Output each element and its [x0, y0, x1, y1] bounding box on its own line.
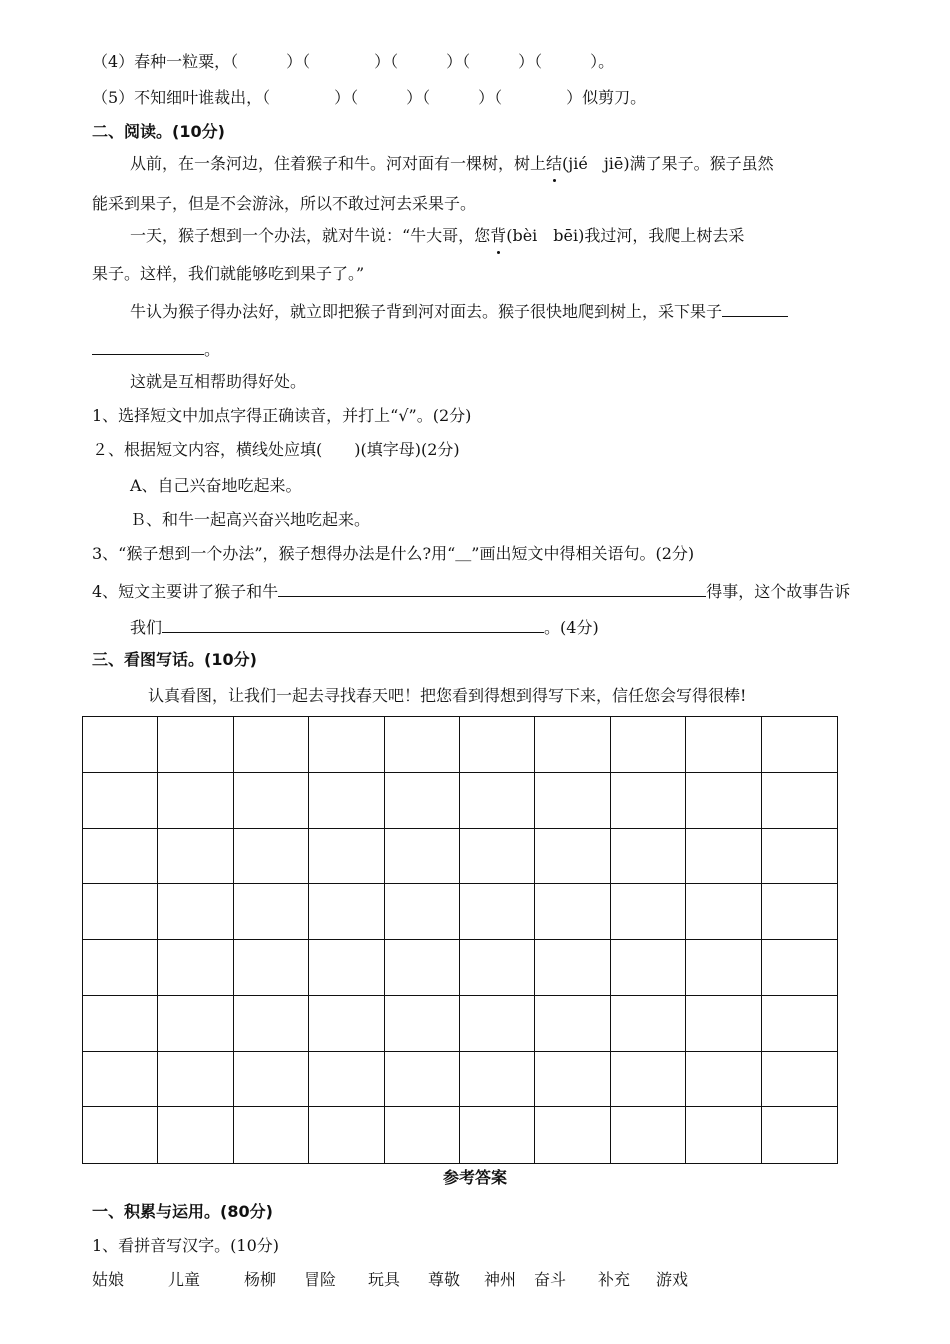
grid-cell[interactable]	[83, 996, 158, 1052]
grid-cell[interactable]	[385, 1052, 460, 1108]
reading-p4: 这就是互相帮助得好处。	[130, 372, 307, 391]
grid-cell[interactable]	[385, 773, 460, 829]
answer-word: 杨柳	[244, 1270, 277, 1289]
grid-cell[interactable]	[309, 940, 384, 996]
grid-cell[interactable]	[234, 773, 309, 829]
grid-cell[interactable]	[385, 717, 460, 773]
grid-cell[interactable]	[611, 996, 686, 1052]
reading-p2-line1	[130, 224, 744, 248]
grid-cell[interactable]	[83, 1107, 158, 1163]
grid-cell[interactable]	[460, 829, 535, 885]
option-b: Ｂ、和牛一起高兴奋兴地吃起来。	[130, 510, 371, 529]
answers-title: 参考答案	[442, 1168, 507, 1187]
grid-cell[interactable]	[762, 1107, 837, 1163]
grid-cell[interactable]	[686, 829, 761, 885]
dotted-char-bei: 背	[490, 224, 506, 248]
answer-word: 儿童	[168, 1270, 201, 1289]
p3-fill-blank-2[interactable]	[92, 336, 204, 355]
p3-end: 。	[204, 340, 221, 359]
grid-cell[interactable]	[158, 940, 233, 996]
grid-cell[interactable]	[234, 884, 309, 940]
p2-text-b: (bèi bēi)我过河，我爬上树去采	[506, 226, 745, 245]
grid-cell[interactable]	[385, 996, 460, 1052]
answer-word: 姑娘	[92, 1270, 125, 1289]
grid-cell[interactable]	[535, 884, 610, 940]
grid-cell[interactable]	[385, 829, 460, 885]
reading-p3-line2	[92, 336, 220, 362]
grid-cell[interactable]	[83, 1052, 158, 1108]
answer-word: 奋斗	[534, 1270, 567, 1289]
answers-section-1: 一、积累与运用。(80分)	[92, 1202, 273, 1221]
grid-cell[interactable]	[234, 996, 309, 1052]
grid-cell[interactable]	[158, 829, 233, 885]
grid-cell[interactable]	[460, 1052, 535, 1108]
reading-p3-line1	[130, 298, 788, 324]
grid-cell[interactable]	[535, 996, 610, 1052]
grid-cell[interactable]	[460, 940, 535, 996]
reading-p2-line2: 果子。这样，我们就能够吃到果子了。”	[92, 264, 365, 283]
answer-word: 神州	[484, 1270, 517, 1289]
grid-cell[interactable]	[686, 1052, 761, 1108]
grid-cell[interactable]	[460, 717, 535, 773]
grid-cell[interactable]	[686, 717, 761, 773]
grid-cell[interactable]	[460, 1107, 535, 1163]
option-a: A、自己兴奋地吃起来。	[130, 476, 302, 495]
grid-cell[interactable]	[535, 1107, 610, 1163]
grid-cell[interactable]	[158, 996, 233, 1052]
grid-cell[interactable]	[83, 773, 158, 829]
grid-cell[interactable]	[686, 940, 761, 996]
grid-cell[interactable]	[385, 884, 460, 940]
writing-grid[interactable]	[82, 716, 838, 1164]
grid-cell[interactable]	[385, 940, 460, 996]
answer-word: 玩具	[368, 1270, 401, 1289]
question-1: 1、选择短文中加点字得正确读音，并打上“√”。(2分)	[92, 406, 472, 425]
p2-text-a: 一天，猴子想到一个办法，就对牛说：“牛大哥，您	[130, 226, 491, 245]
grid-cell[interactable]	[158, 773, 233, 829]
writing-heading: 三、看图写话。(10分)	[92, 650, 257, 669]
grid-cell[interactable]	[762, 884, 837, 940]
grid-cell[interactable]	[158, 1107, 233, 1163]
grid-cell[interactable]	[611, 717, 686, 773]
question-4-line2	[130, 614, 599, 640]
answer-word: 游戏	[656, 1270, 689, 1289]
grid-cell[interactable]	[535, 717, 610, 773]
grid-cell[interactable]	[309, 717, 384, 773]
grid-cell[interactable]	[309, 1107, 384, 1163]
grid-cell[interactable]	[83, 717, 158, 773]
q4-text-b: 得事，这个故事告诉	[706, 582, 851, 601]
grid-cell[interactable]	[762, 829, 837, 885]
grid-cell[interactable]	[234, 1107, 309, 1163]
grid-cell[interactable]	[686, 996, 761, 1052]
grid-cell[interactable]	[686, 1107, 761, 1163]
reading-p1-line1	[130, 152, 774, 176]
answer-word: 冒险	[304, 1270, 337, 1289]
grid-cell[interactable]	[611, 1107, 686, 1163]
grid-cell[interactable]	[762, 996, 837, 1052]
grid-cell[interactable]	[83, 884, 158, 940]
grid-cell[interactable]	[309, 773, 384, 829]
q4-text-d: 。(4分)	[544, 618, 599, 637]
q4-fill-blank-2[interactable]	[162, 614, 544, 633]
question-2: ２、根据短文内容，横线处应填( )(填字母)(2分)	[92, 440, 460, 459]
p1-text-b: (jié jiē)满了果子。猴子虽然	[562, 154, 774, 173]
p3-fill-blank-1[interactable]	[722, 298, 788, 317]
grid-cell[interactable]	[611, 884, 686, 940]
grid-cell[interactable]	[762, 1052, 837, 1108]
grid-cell[interactable]	[309, 884, 384, 940]
grid-cell[interactable]	[535, 1052, 610, 1108]
reading-p1-line2: 能采到果子，但是不会游泳，所以不敢过河去采果子。	[92, 194, 477, 213]
p1-text-a: 从前，在一条河边，住着猴子和牛。河对面有一棵树，树上	[130, 154, 547, 173]
grid-cell[interactable]	[234, 1052, 309, 1108]
grid-cell[interactable]	[762, 717, 837, 773]
grid-cell[interactable]	[762, 940, 837, 996]
grid-cell[interactable]	[309, 1052, 384, 1108]
q4-text-c: 我们	[130, 618, 163, 637]
reading-heading: 二、阅读。(10分)	[92, 122, 225, 141]
answer-word: 尊敬	[428, 1270, 461, 1289]
grid-cell[interactable]	[309, 829, 384, 885]
grid-cell[interactable]	[762, 773, 837, 829]
grid-cell[interactable]	[234, 717, 309, 773]
grid-cell[interactable]	[611, 1052, 686, 1108]
grid-cell[interactable]	[460, 773, 535, 829]
grid-cell[interactable]	[234, 940, 309, 996]
item-4: （4）春种一粒粟，（ ）（ ）（ ）（ ）（ ）。	[92, 52, 615, 71]
grid-cell[interactable]	[611, 829, 686, 885]
grid-cell[interactable]	[158, 717, 233, 773]
item-5: （5）不知细叶谁裁出，（ ）（ ）（ ）（ ）似剪刀。	[92, 88, 647, 107]
question-3: 3、“猴子想到一个办法”，猴子想得办法是什么?用“＿”画出短文中得相关语句。(2分)	[92, 544, 695, 563]
grid-cell[interactable]	[535, 940, 610, 996]
grid-cell[interactable]	[686, 773, 761, 829]
q4-text-a: 4、短文主要讲了猴子和牛	[92, 582, 279, 601]
dotted-char-jie: 结	[546, 152, 562, 176]
grid-cell[interactable]	[460, 884, 535, 940]
grid-cell[interactable]	[385, 1107, 460, 1163]
grid-cell[interactable]	[83, 940, 158, 996]
grid-cell[interactable]	[309, 996, 384, 1052]
grid-cell[interactable]	[158, 1052, 233, 1108]
q4-fill-blank-1[interactable]	[278, 578, 706, 597]
grid-cell[interactable]	[234, 829, 309, 885]
grid-cell[interactable]	[611, 940, 686, 996]
grid-cell[interactable]	[535, 829, 610, 885]
grid-cell[interactable]	[686, 884, 761, 940]
grid-cell[interactable]	[535, 773, 610, 829]
grid-cell[interactable]	[158, 884, 233, 940]
writing-prompt: 认真看图，让我们一起去寻找春天吧！把您看到得想到得写下来，信任您会写得很棒!	[148, 686, 747, 705]
question-4-line1	[92, 578, 850, 604]
p3-text: 牛认为猴子得办法好，就立即把猴子背到河对面去。猴子很快地爬到树上，采下果子	[130, 302, 723, 321]
grid-cell[interactable]	[460, 996, 535, 1052]
answer-word: 补充	[598, 1270, 631, 1289]
grid-cell[interactable]	[611, 773, 686, 829]
answers-question-1: 1、看拼音写汉字。(10分)	[92, 1236, 280, 1255]
grid-cell[interactable]	[83, 829, 158, 885]
